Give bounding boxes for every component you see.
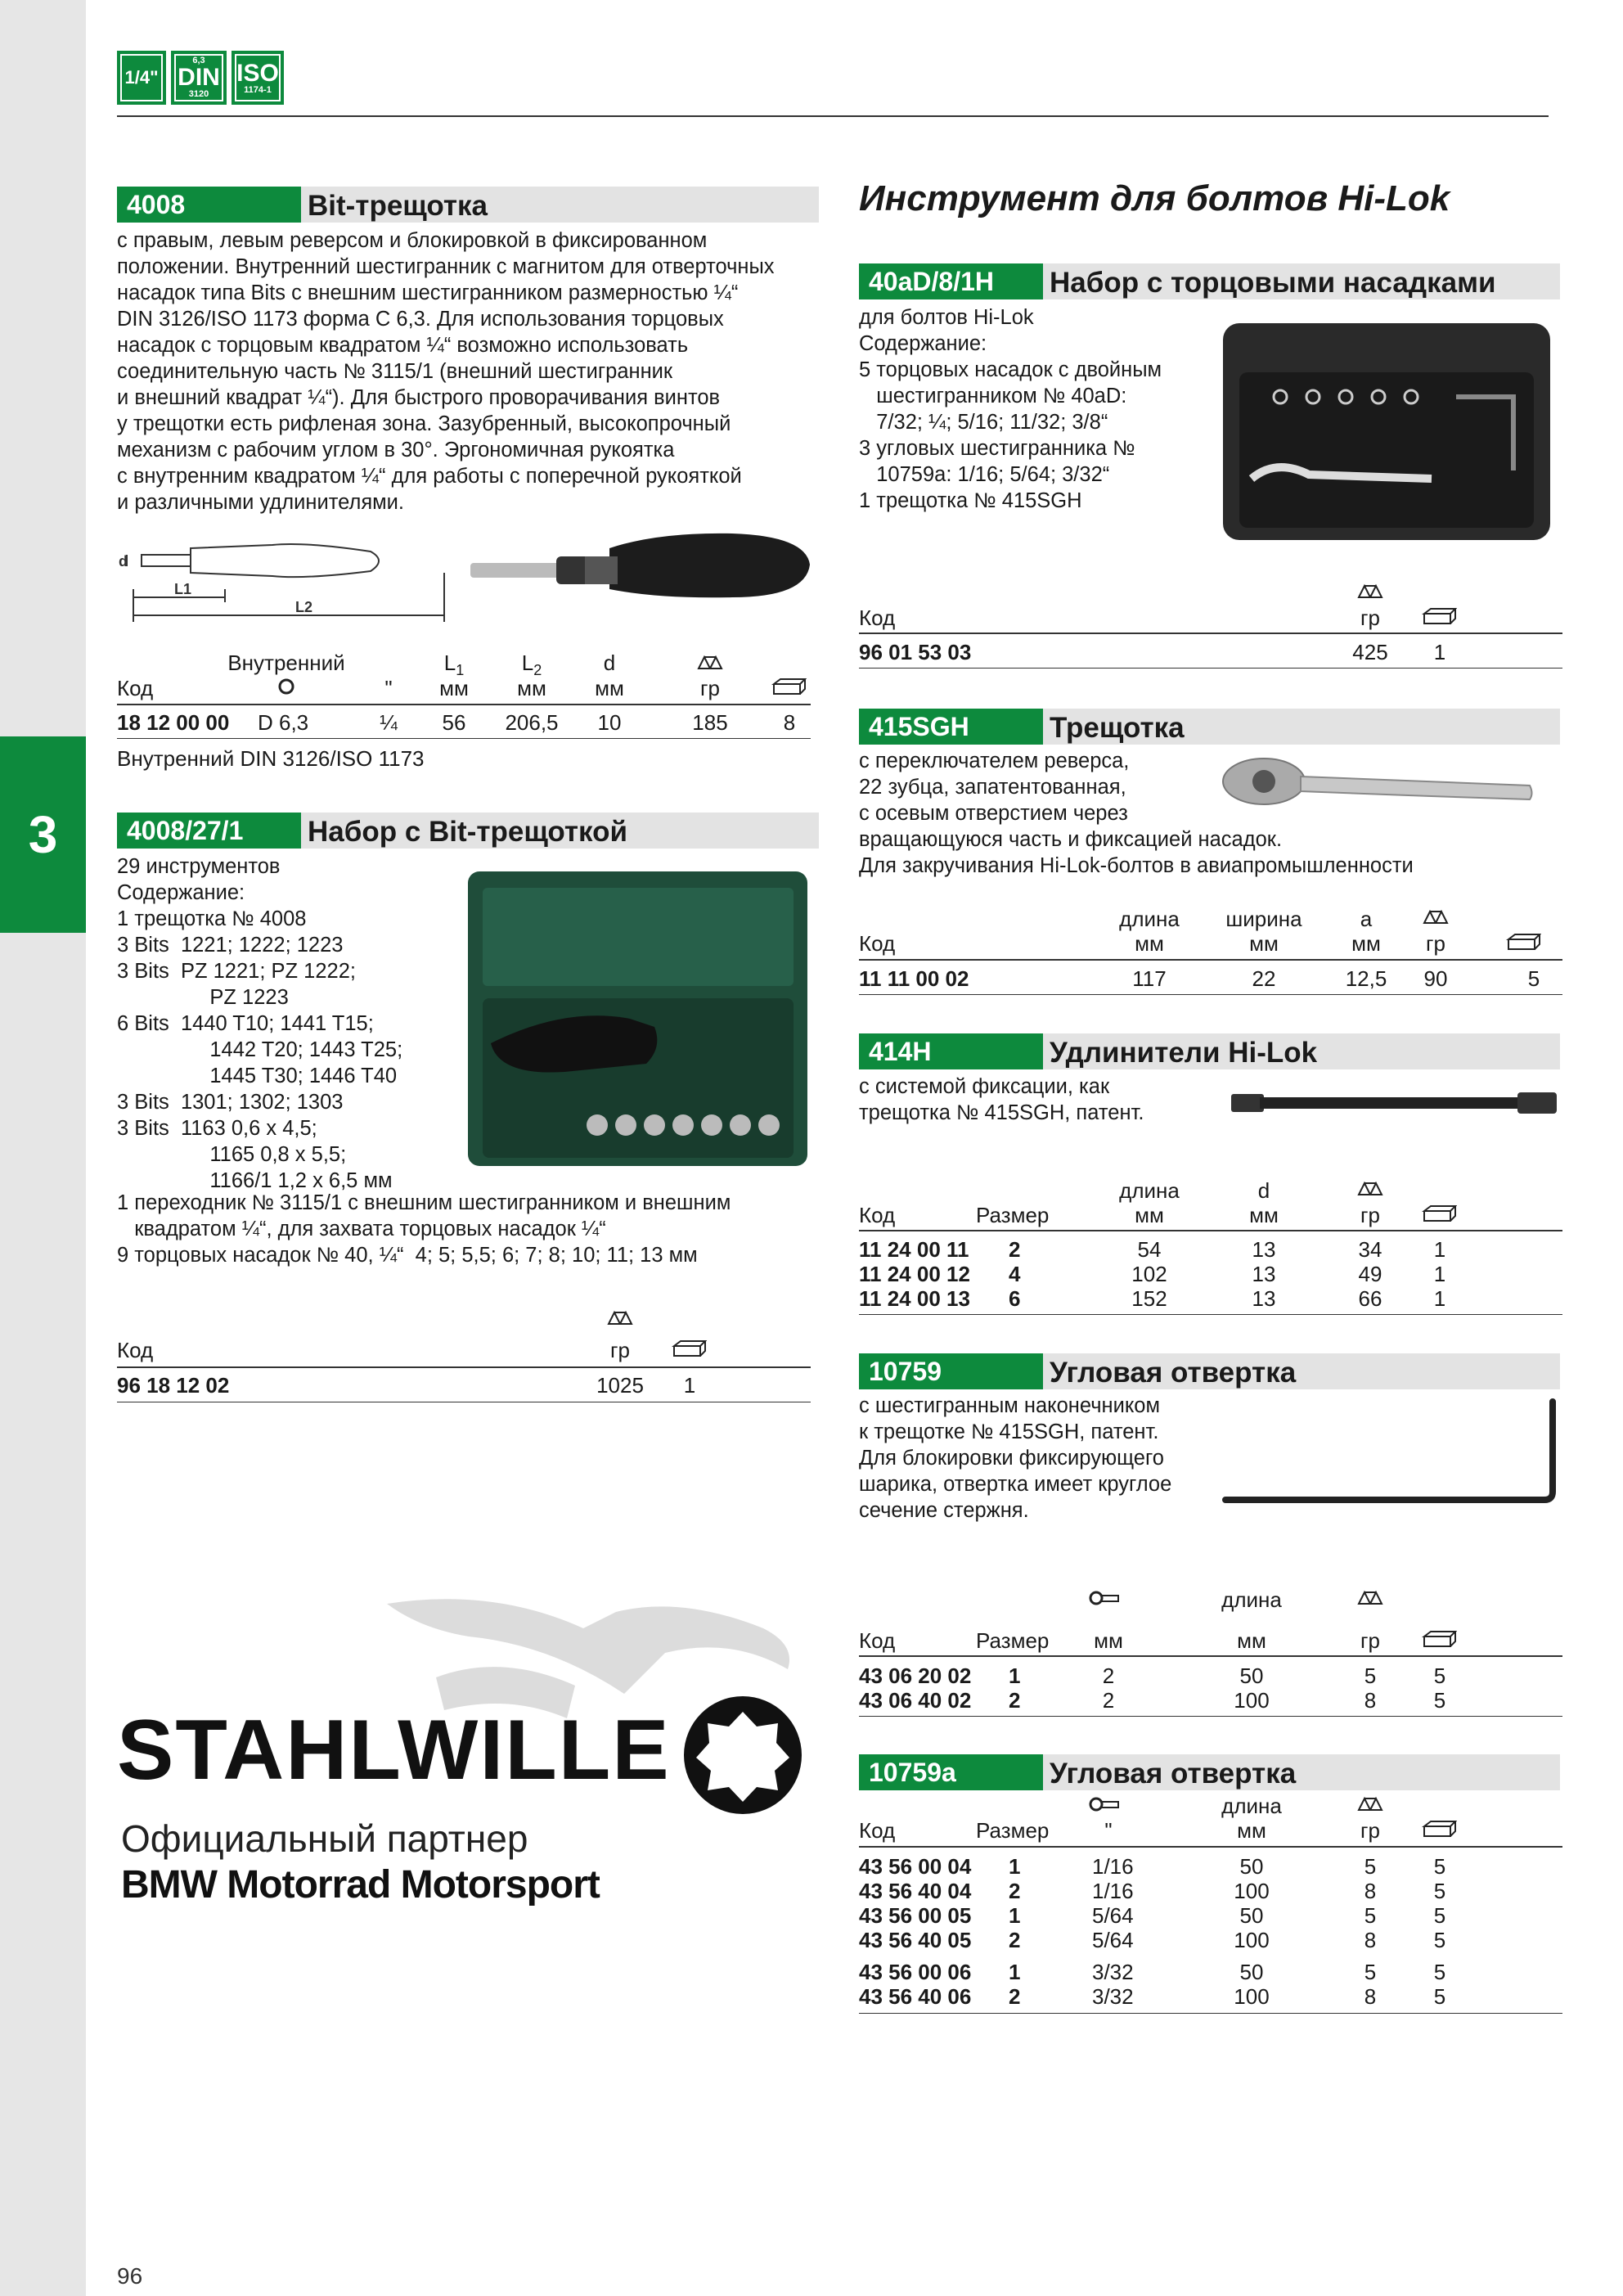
badge-drive-size: 1/4" bbox=[117, 51, 166, 105]
section-414H-description: с системой фиксации, как трещотка № 415SGH, патент. bbox=[859, 1075, 1144, 1124]
package-icon bbox=[669, 1338, 708, 1364]
th-inch: " bbox=[384, 676, 393, 700]
th-gr: гр bbox=[610, 1338, 630, 1362]
scale-icon bbox=[1354, 1587, 1387, 1612]
cell-size: 1 bbox=[1009, 1663, 1021, 1688]
table-rule bbox=[859, 1846, 1562, 1848]
section-10759-description: с шестигранным наконечником к трещотке № 415SGH, патент. Для блокировки фиксирующего шарика, отвертка имеет круглое сечение стержня. bbox=[859, 1394, 1172, 1522]
th-l2-sub: 2 bbox=[533, 662, 542, 679]
cell-pack: 1 bbox=[1433, 1286, 1446, 1311]
cell-code: 18 12 00 00 bbox=[117, 710, 230, 735]
cell-size: 2 bbox=[1009, 1984, 1021, 2009]
cell-pack: 5 bbox=[1433, 1879, 1446, 1903]
cell-code: 11 24 00 11 bbox=[859, 1237, 969, 1262]
cell-code: 11 24 00 12 bbox=[859, 1262, 970, 1286]
section-title: Угловая отвертка bbox=[1050, 1357, 1297, 1389]
cell-l1: 56 bbox=[442, 710, 466, 735]
cell-size: 2 bbox=[1009, 1237, 1021, 1262]
th-kod: Код bbox=[117, 1338, 154, 1362]
cell-code: 43 56 40 04 bbox=[859, 1879, 972, 1903]
cell-len: 152 bbox=[1131, 1286, 1167, 1311]
cell-tip: 2 bbox=[1102, 1663, 1115, 1688]
cell-pack: 1 bbox=[1433, 1262, 1446, 1286]
section-code: 415SGH bbox=[859, 709, 1043, 745]
package-icon bbox=[1419, 1203, 1459, 1229]
cell-pack: 1 bbox=[1433, 1237, 1446, 1262]
table-rule bbox=[117, 1366, 811, 1368]
socket-set-case-image bbox=[1219, 315, 1554, 544]
cell-inner: D 6,3 bbox=[258, 710, 309, 735]
th-l1-sub: 1 bbox=[456, 662, 465, 679]
section-title: Набор с торцовыми насадками bbox=[1050, 267, 1496, 299]
cell-len: 50 bbox=[1239, 1960, 1264, 1984]
th-size: Размер bbox=[976, 1203, 1050, 1227]
section-title: Удлинители Hi-Lok bbox=[1050, 1037, 1318, 1069]
cell-tip: 3/32 bbox=[1092, 1984, 1134, 2009]
cell-size: 1 bbox=[1009, 1854, 1021, 1879]
cell-pack: 5 bbox=[1433, 1984, 1446, 2009]
cell-tip: 5/64 bbox=[1092, 1928, 1134, 1952]
hilok-section-title: Инструмент для болтов Hi-Lok bbox=[859, 178, 1450, 218]
cell-weight: 66 bbox=[1358, 1286, 1382, 1311]
section-code: 4008 bbox=[117, 187, 301, 223]
hex-tip-icon bbox=[1088, 1587, 1121, 1612]
cell-tip: 1/16 bbox=[1092, 1879, 1134, 1903]
hex-inner-icon bbox=[270, 676, 303, 700]
cell-weight: 8 bbox=[1364, 1879, 1377, 1903]
cell-code: 43 06 40 02 bbox=[859, 1688, 972, 1713]
th-mm: мм bbox=[1249, 931, 1279, 956]
bit-ratchet-image bbox=[462, 524, 822, 614]
cell-tip: 2 bbox=[1102, 1688, 1115, 1713]
cell-weight: 49 bbox=[1358, 1262, 1382, 1286]
cell-len: 100 bbox=[1234, 1984, 1270, 2009]
badge-din-mid: DIN bbox=[178, 64, 220, 91]
cell-size: 1 bbox=[1009, 1960, 1021, 1984]
cell-pack: 5 bbox=[1433, 1928, 1446, 1952]
section-code: 414H bbox=[859, 1033, 1043, 1069]
cell-d: 13 bbox=[1252, 1237, 1276, 1262]
cell-d: 13 bbox=[1252, 1262, 1276, 1286]
scale-icon bbox=[1354, 1794, 1387, 1818]
cell-code: 43 56 40 05 bbox=[859, 1928, 972, 1952]
cell-code: 43 06 20 02 bbox=[859, 1663, 972, 1688]
table-rule bbox=[859, 2013, 1562, 2014]
page-number: 96 bbox=[117, 2263, 143, 2289]
package-icon bbox=[769, 676, 808, 702]
set-contents-extra: 1 переходник № 3115/1 с внешним шестигранником и внешним квадратом ¼“, для захвата торцовых насадок ¼“ 9 торцовых насадок № 40, ¼“ 4; 5; 5,5; 6; 7; 8; 10; 11; 13 мм bbox=[117, 1191, 731, 1267]
cell-weight: 5 bbox=[1364, 1854, 1377, 1879]
badge-din bbox=[171, 51, 227, 105]
th-len: длина bbox=[1119, 1178, 1180, 1203]
th-mm: мм bbox=[1094, 1628, 1123, 1653]
hilok-ratchet-image bbox=[1219, 749, 1538, 818]
section-415SGH-header bbox=[859, 709, 1560, 745]
cell-code: 96 01 53 03 bbox=[859, 640, 972, 664]
angle-screwdriver-image bbox=[1219, 1395, 1562, 1514]
cell-l2: 206,5 bbox=[505, 710, 559, 735]
cell-code: 96 18 12 02 bbox=[117, 1373, 230, 1398]
hex-tip-icon bbox=[1088, 1794, 1121, 1818]
th-gr: гр bbox=[1426, 931, 1445, 956]
ratchet-dimension-drawing bbox=[117, 524, 452, 630]
th-gr: гр bbox=[700, 676, 720, 700]
scale-icon bbox=[1419, 907, 1452, 931]
section-10759a-header bbox=[859, 1754, 1560, 1790]
table-note: Внутренний DIN 3126/ISO 1173 bbox=[117, 746, 425, 771]
section-title: Трещотка bbox=[1050, 712, 1185, 744]
cell-size: 6 bbox=[1009, 1286, 1021, 1311]
badge-iso bbox=[232, 51, 284, 105]
th-mm: мм bbox=[1135, 1203, 1164, 1227]
cell-code: 43 56 00 05 bbox=[859, 1903, 972, 1928]
table-rule bbox=[859, 633, 1562, 634]
section-title: Угловая отвертка bbox=[1050, 1758, 1297, 1790]
cell-len: 117 bbox=[1132, 966, 1167, 991]
cell-pack: 1 bbox=[683, 1373, 696, 1398]
cell-size: 1 bbox=[1009, 1903, 1021, 1928]
th-inch: " bbox=[1104, 1818, 1113, 1843]
dim-l1: L1 bbox=[174, 581, 192, 597]
badge-iso-bot: 1174-1 bbox=[244, 84, 272, 95]
cell-pack: 5 bbox=[1527, 966, 1540, 991]
section-title: Набор с Bit-трещоткой bbox=[308, 816, 627, 848]
star-gear-icon bbox=[681, 1694, 804, 1817]
cell-len: 50 bbox=[1239, 1663, 1264, 1688]
th-kod: Код bbox=[859, 1203, 896, 1227]
section-code: 4008/27/1 bbox=[117, 813, 301, 849]
table-rule bbox=[117, 738, 811, 739]
partner-name: BMW Motorrad Motorsport bbox=[121, 1863, 600, 1907]
cell-tip: 5/64 bbox=[1092, 1903, 1134, 1928]
cell-code: 43 56 00 06 bbox=[859, 1960, 972, 1984]
th-mm: мм bbox=[1237, 1818, 1266, 1843]
cell-code: 11 24 00 13 bbox=[859, 1286, 970, 1311]
section-415SGH-description: с переключателем реверса, 22 зубца, запатентованная, с осевым отверстием через вращающуюся часть и фиксацией насадок. Для закручивания Hi-Lok-болтов в авиапромышленности bbox=[859, 750, 1414, 877]
cell-size: 2 bbox=[1009, 1879, 1021, 1903]
extension-bar-image bbox=[1227, 1084, 1562, 1125]
table-rule bbox=[859, 959, 1562, 961]
cell-weight: 90 bbox=[1423, 966, 1448, 991]
cell-size: 2 bbox=[1009, 1688, 1021, 1713]
cell-code: 43 56 00 04 bbox=[859, 1854, 972, 1879]
cell-weight: 425 bbox=[1352, 640, 1388, 664]
scale-icon bbox=[1354, 1178, 1387, 1203]
th-gr: гр bbox=[1360, 1628, 1380, 1653]
cell-pack: 8 bbox=[783, 710, 796, 735]
section-code: 10759 bbox=[859, 1353, 1043, 1389]
cell-d: 13 bbox=[1252, 1286, 1276, 1311]
cell-weight: 5 bbox=[1364, 1663, 1377, 1688]
section-40aD-description: для болтов Hi-Lok Содержание: 5 торцовых насадок с двойным шестигранником № 40aD: 7/32; ¼; 5/16; 11/32; 3/8“ 3 угловых шестигранника № 10759a: 1/16; 5/64; 3/32“ 1 трещотка № 415SGH bbox=[859, 306, 1162, 512]
table-rule bbox=[859, 668, 1562, 669]
section-10759-header bbox=[859, 1353, 1560, 1389]
package-icon bbox=[1419, 1628, 1459, 1654]
cell-len: 100 bbox=[1234, 1879, 1270, 1903]
th-gr: гр bbox=[1360, 1818, 1380, 1843]
cell-tip: 1/16 bbox=[1092, 1854, 1134, 1879]
cell-len: 100 bbox=[1234, 1928, 1270, 1952]
dim-l2: L2 bbox=[295, 599, 313, 615]
cell-size: 2 bbox=[1009, 1928, 1021, 1952]
cell-len: 54 bbox=[1137, 1237, 1162, 1262]
th-mm: мм bbox=[517, 676, 546, 700]
scale-icon bbox=[694, 652, 726, 677]
cell-len: 50 bbox=[1239, 1854, 1264, 1879]
th-a: a bbox=[1360, 907, 1373, 931]
th-mm: мм bbox=[439, 676, 469, 700]
th-mm: мм bbox=[1237, 1628, 1266, 1653]
set-contents: 29 инструментов Содержание: 1 трещотка № 4008 3 Bits 1221; 1222; 1223 3 Bits PZ 1221; PZ 1222; PZ 1223 6 Bits 1440 T10; 1441 T15; 1442 T20; 1443 T25; 1445 T30; 1446 T40 3 Bits 1301; 1302; 1303 3 Bits 1163 0,6 x 4,5; 1165 0,8 x 5,5; 1166/1 1,2 x 6,5 мм bbox=[117, 855, 403, 1192]
th-kod: Код bbox=[859, 931, 896, 956]
table-rule bbox=[859, 1314, 1562, 1315]
sidebar-strip bbox=[0, 0, 86, 2296]
table-rule bbox=[859, 994, 1562, 995]
th-mm: мм bbox=[1135, 931, 1164, 956]
th-size: Размер bbox=[976, 1818, 1050, 1843]
standard-badges bbox=[117, 51, 284, 105]
th-mm: мм bbox=[1249, 1203, 1279, 1227]
section-4008-description: с правым, левым реверсом и блокировкой в фиксированном положении. Внутренний шестигранник с магнитом для отверточных насадок типа Bits с внешним шестигранником размерностью ¼“ DIN 3126/ISO 1173 форма С 6,3. Для использования торцовых насадок с торцовым квадратом ¼“ возможно использовать соединительную часть № 3115/1 (внешний шестигранник и внешний квадрат ¼“). Для быстрого проворачивания винтов у трещотки есть рифленая зона. Зазубренный, высокопрочный механизм с рабочим углом в 30°. Эргономичная рукоятка с внутренним квадратом ¼“ для работы с поперечной рукояткой и различными удлинителями. bbox=[117, 229, 775, 514]
badge-din-top: 6,3 bbox=[192, 56, 205, 65]
th-l1-main: L bbox=[443, 651, 456, 675]
cell-pack: 1 bbox=[1433, 640, 1446, 664]
cell-size: 4 bbox=[1009, 1262, 1021, 1286]
cell-tip: 3/32 bbox=[1092, 1960, 1134, 1984]
th-mm: мм bbox=[595, 676, 624, 700]
th-mm: мм bbox=[1351, 931, 1381, 956]
section-title: Bit-трещотка bbox=[308, 190, 488, 222]
top-rule bbox=[117, 115, 1549, 117]
section-4008-27-header bbox=[117, 813, 819, 849]
cell-weight: 8 bbox=[1364, 1928, 1377, 1952]
cell-weight: 185 bbox=[692, 710, 728, 735]
th-d: d bbox=[1257, 1178, 1270, 1203]
th-len: длина bbox=[1221, 1794, 1282, 1818]
table-rule bbox=[859, 1230, 1562, 1231]
th-len: длина bbox=[1119, 907, 1180, 931]
cell-pack: 5 bbox=[1433, 1903, 1446, 1928]
th-wid: ширина bbox=[1225, 907, 1302, 931]
section-414H-header bbox=[859, 1033, 1560, 1069]
scale-icon bbox=[1354, 581, 1387, 606]
cell-len: 50 bbox=[1239, 1903, 1264, 1928]
cell-pack: 5 bbox=[1433, 1663, 1446, 1688]
th-len: длина bbox=[1221, 1587, 1282, 1612]
th-kod: Код bbox=[859, 606, 896, 630]
th-kod: Код bbox=[859, 1818, 896, 1843]
cell-code: 43 56 40 06 bbox=[859, 1984, 972, 2009]
cell-weight: 8 bbox=[1364, 1688, 1377, 1713]
cell-len: 102 bbox=[1131, 1262, 1167, 1286]
th-inner: Внутренний bbox=[227, 651, 345, 675]
cell-code: 11 11 00 02 bbox=[859, 966, 969, 991]
cell-pack: 5 bbox=[1433, 1688, 1446, 1713]
logo-wordmark: STAHLWILLE bbox=[117, 1703, 671, 1798]
badge-din-bot: 3120 bbox=[188, 89, 209, 99]
cell-d: 10 bbox=[597, 710, 622, 735]
th-kod: Код bbox=[859, 1628, 896, 1653]
section-code: 10759a bbox=[859, 1754, 1043, 1790]
section-code: 40aD/8/1H bbox=[859, 263, 1043, 299]
cell-weight: 8 bbox=[1364, 1984, 1377, 2009]
th-gr: гр bbox=[1360, 1203, 1380, 1227]
cell-weight: 5 bbox=[1364, 1903, 1377, 1928]
cell-a: 12,5 bbox=[1345, 966, 1387, 991]
section-40aD-header bbox=[859, 263, 1560, 299]
th-gr: гр bbox=[1360, 606, 1380, 630]
badge-iso-top: ISO bbox=[236, 59, 279, 87]
th-size: Размер bbox=[976, 1628, 1050, 1653]
bit-set-case-image bbox=[466, 863, 810, 1170]
section-4008-header bbox=[117, 187, 819, 223]
cell-len: 100 bbox=[1234, 1688, 1270, 1713]
cell-weight: 34 bbox=[1358, 1237, 1382, 1262]
th-l2-main: L bbox=[521, 651, 534, 675]
cell-pack: 5 bbox=[1433, 1960, 1446, 1984]
cell-weight: 5 bbox=[1364, 1960, 1377, 1984]
cell-pack: 5 bbox=[1433, 1854, 1446, 1879]
table-rule bbox=[117, 704, 811, 705]
cell-inch: ¼ bbox=[380, 710, 398, 735]
package-icon bbox=[1419, 606, 1459, 632]
chapter-tab[interactable]: 3 bbox=[0, 736, 86, 933]
scale-icon bbox=[604, 1308, 636, 1332]
cell-wid: 22 bbox=[1252, 966, 1276, 991]
th-d: d bbox=[603, 651, 616, 675]
package-icon bbox=[1504, 931, 1543, 957]
table-rule bbox=[859, 1655, 1562, 1657]
dim-d: d bbox=[119, 553, 128, 569]
package-icon bbox=[1419, 1818, 1459, 1844]
th-kod: Код bbox=[117, 676, 154, 700]
cell-weight: 1025 bbox=[596, 1373, 644, 1398]
table-rule bbox=[859, 1716, 1562, 1717]
partner-label: Официальный партнер bbox=[121, 1817, 528, 1860]
